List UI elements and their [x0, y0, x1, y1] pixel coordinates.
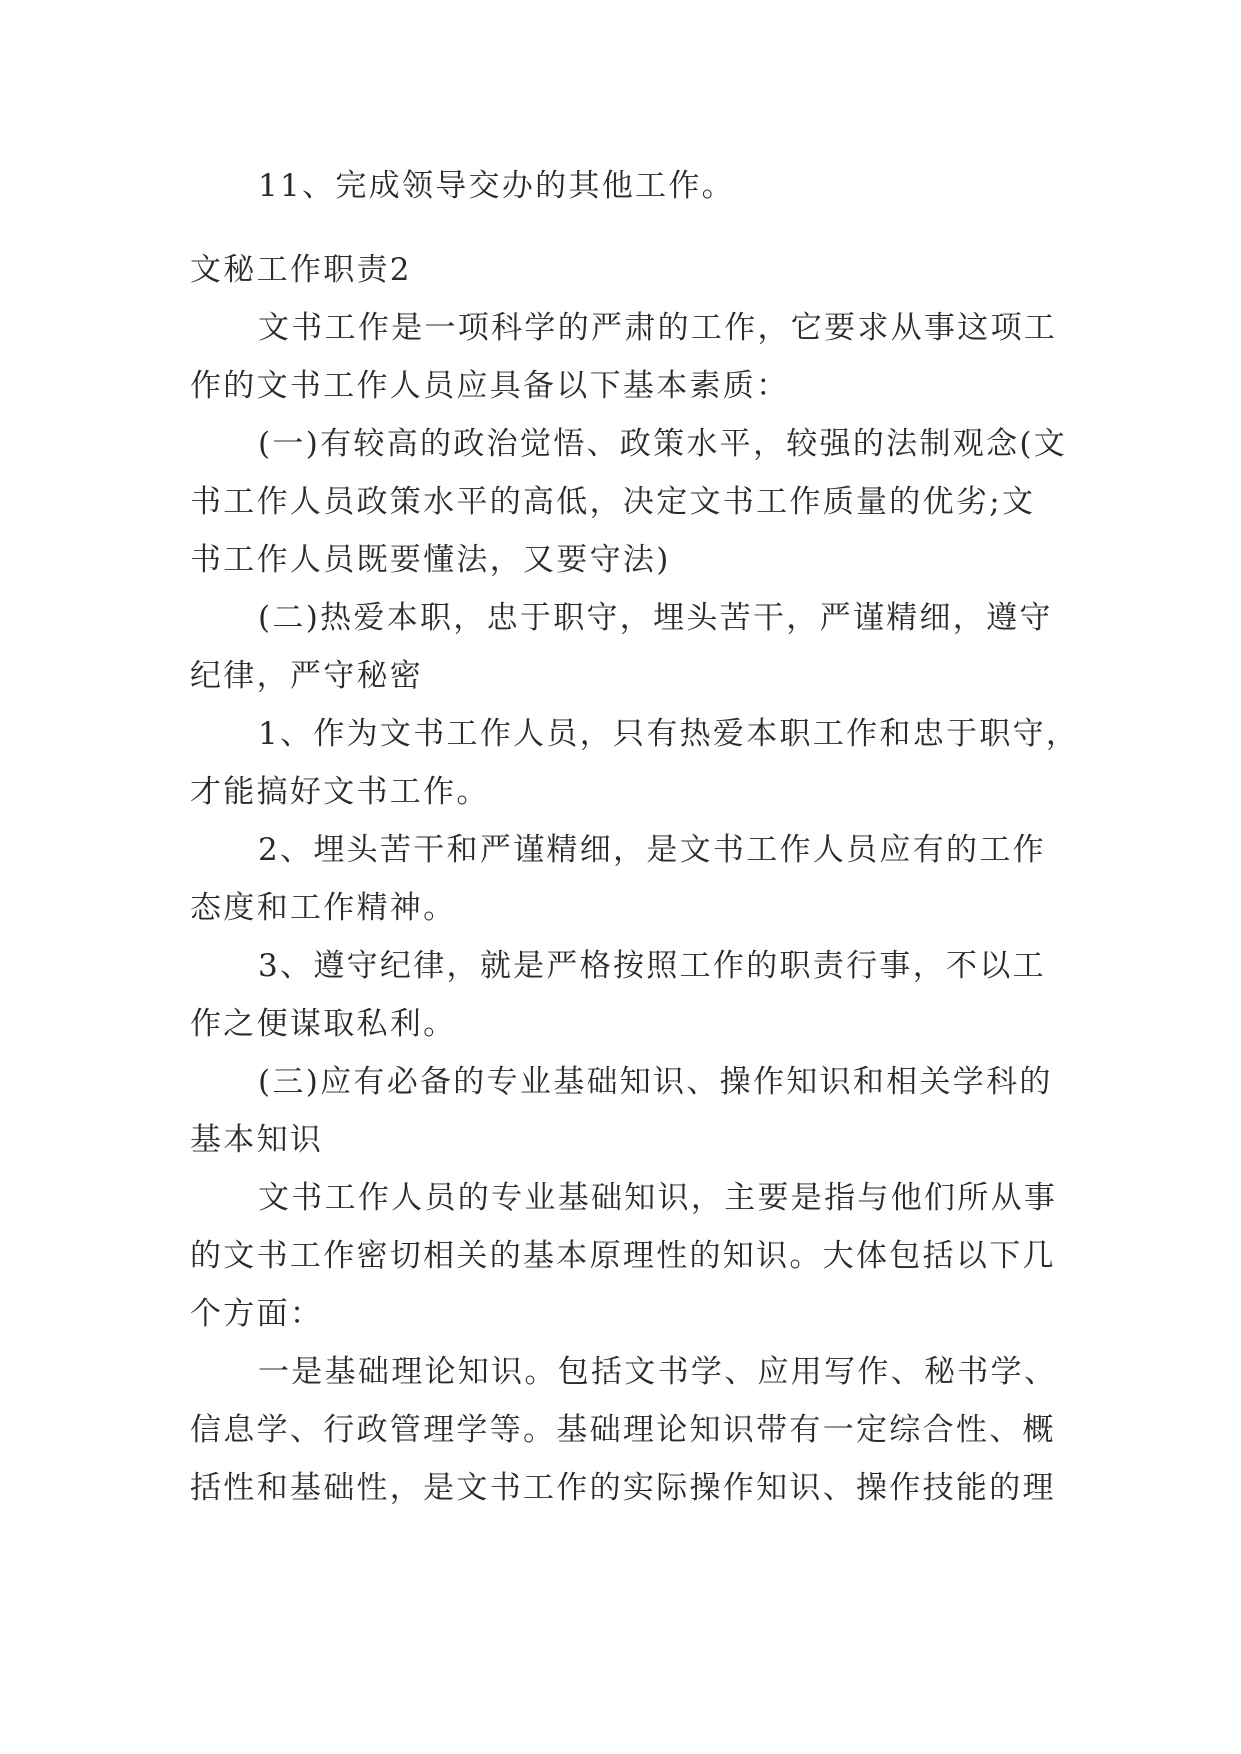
paragraph-line: 3、遵守纪律，就是严格按照工作的职责行事，不以工 — [258, 948, 1046, 984]
paragraph-line: 个方面： — [190, 1296, 324, 1332]
paragraph-line: 文书工作人员的专业基础知识，主要是指与他们所从事 — [258, 1180, 1058, 1216]
paragraph-line: (一)有较高的政治觉悟、政策水平，较强的法制观念(文 — [258, 426, 1068, 462]
paragraph-line: 2、埋头苦干和严谨精细，是文书工作人员应有的工作 — [258, 832, 1046, 868]
paragraph-line: (三)应有必备的专业基础知识、操作知识和相关学科的 — [258, 1064, 1053, 1100]
paragraph-line: 态度和工作精神。 — [190, 890, 457, 926]
paragraph-line: 书工作人员政策水平的高低，决定文书工作质量的优劣;文 — [190, 484, 1036, 520]
section-heading: 文秘工作职责2 — [190, 252, 412, 288]
paragraph-line: 一是基础理论知识。包括文书学、应用写作、秘书学、 — [258, 1354, 1058, 1390]
paragraph-line: 括性和基础性，是文书工作的实际操作知识、操作技能的理 — [190, 1470, 1056, 1506]
paragraph-line: 信息学、行政管理学等。基础理论知识带有一定综合性、概 — [190, 1412, 1056, 1448]
paragraph-line: 文书工作是一项科学的严肃的工作，它要求从事这项工 — [258, 310, 1058, 346]
paragraph-line: 才能搞好文书工作。 — [190, 774, 490, 810]
paragraph-line: 11、完成领导交办的其他工作。 — [258, 168, 735, 204]
paragraph-line: (二)热爱本职，忠于职守，埋头苦干，严谨精细，遵守 — [258, 600, 1053, 636]
paragraph-line: 书工作人员既要懂法，又要守法) — [190, 542, 671, 578]
paragraph-line: 基本知识 — [190, 1122, 324, 1158]
paragraph-line: 纪律，严守秘密 — [190, 658, 424, 694]
paragraph-line: 的文书工作密切相关的基本原理性的知识。大体包括以下几 — [190, 1238, 1056, 1274]
paragraph-line: 作之便谋取私利。 — [190, 1006, 457, 1042]
paragraph-line: 1、作为文书工作人员，只有热爱本职工作和忠于职守， — [258, 716, 1080, 752]
paragraph-line: 作的文书工作人员应具备以下基本素质： — [190, 368, 790, 404]
